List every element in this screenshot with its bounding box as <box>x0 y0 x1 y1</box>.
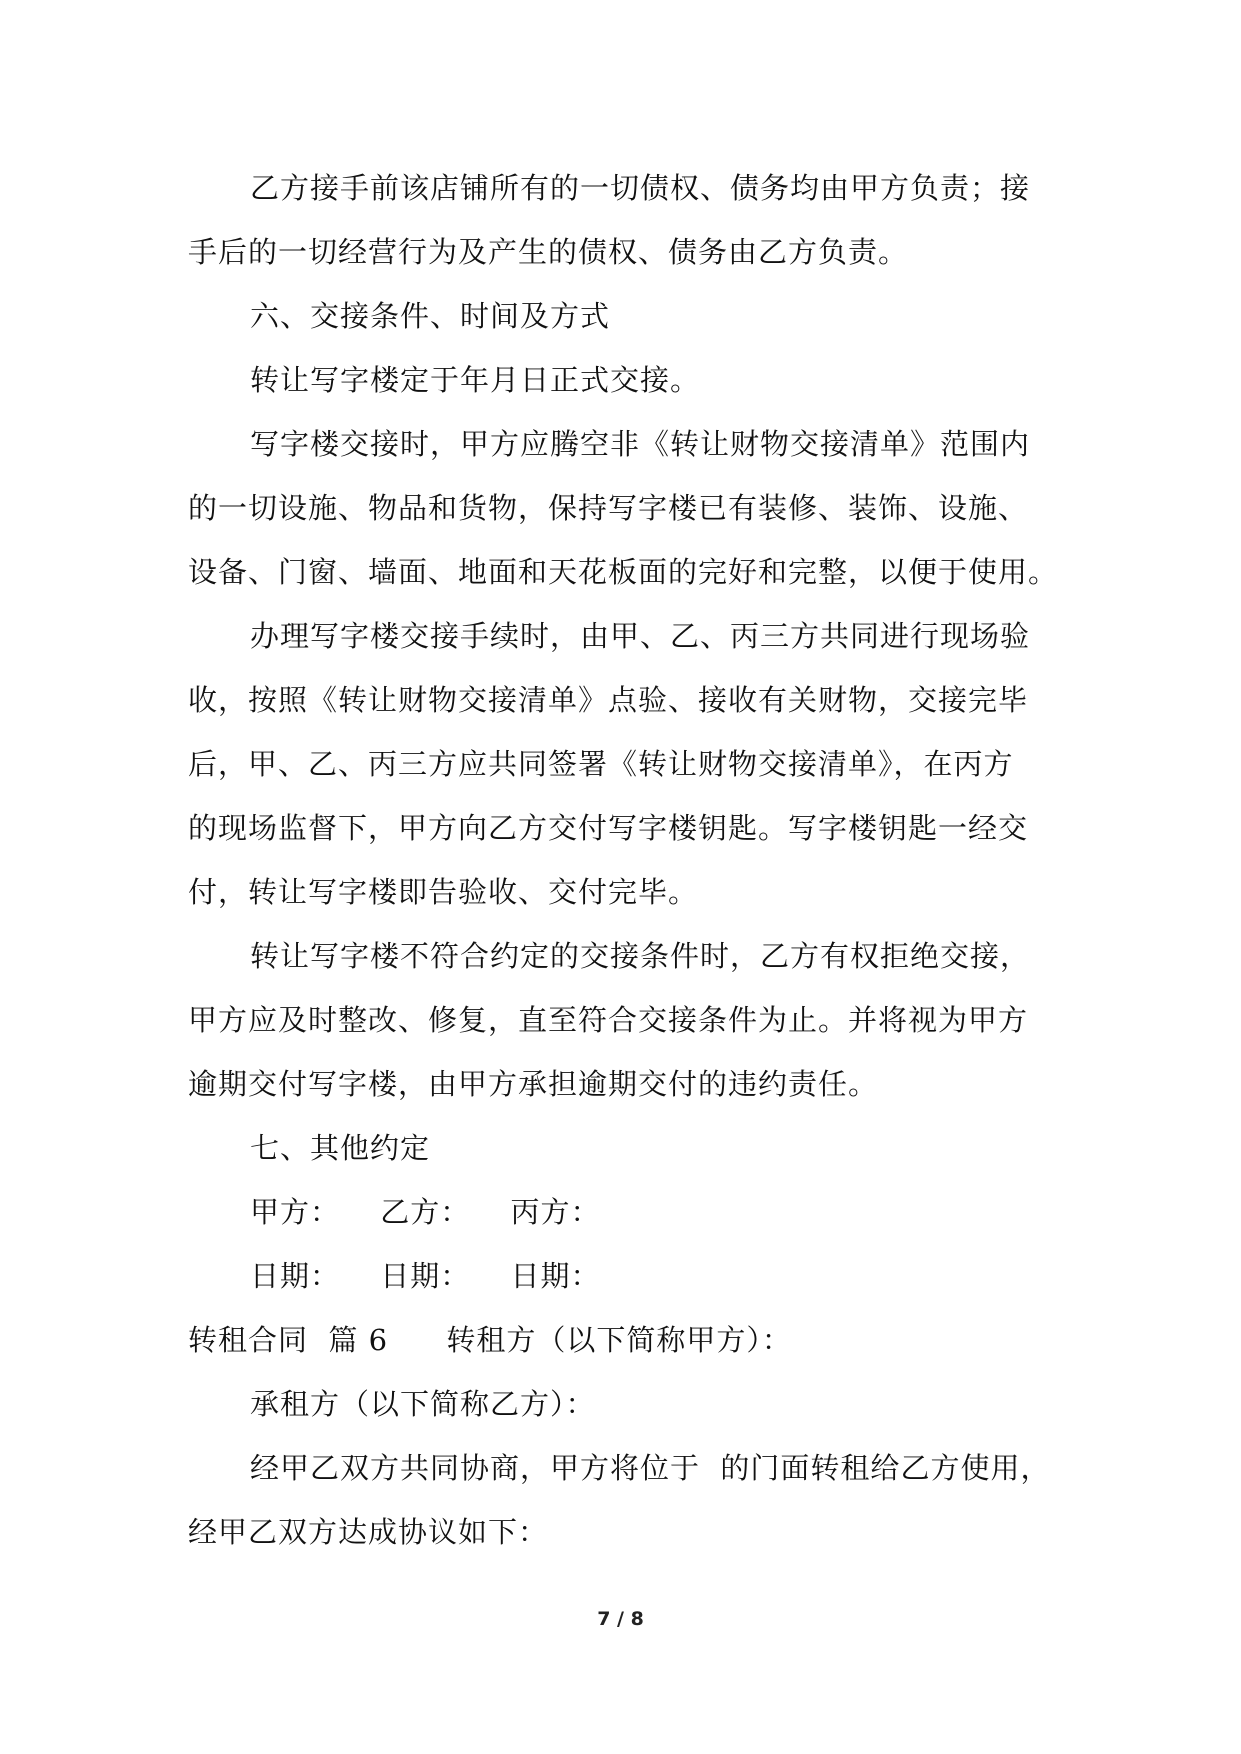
paragraph-line: 的现场监督下，甲方向乙方交付写字楼钥匙。写字楼钥匙一经交 <box>188 811 1029 845</box>
paragraph-line: 转让写字楼不符合约定的交接条件时，乙方有权拒绝交接， <box>250 939 1031 973</box>
page-number: 7 / 8 <box>597 1608 644 1630</box>
section-heading: 六、交接条件、时间及方式 <box>250 299 611 333</box>
contract-section-title: 转租合同 篇 6 <box>188 1323 389 1357</box>
paragraph-line: 的一切设施、物品和货物，保持写字楼已有装修、装饰、设施、 <box>188 491 1029 525</box>
document-body <box>188 156 1068 1564</box>
agreement-line: 经甲乙双方共同协商，甲方将位于 的门面转租给乙方使用， <box>250 1451 1051 1485</box>
party-b-label: 乙方： <box>380 1195 471 1229</box>
party-a-date-label: 日期： <box>250 1259 341 1293</box>
party-c-label: 丙方： <box>510 1195 601 1229</box>
paragraph-line: 乙方接手前该店铺所有的一切债权、债务均由甲方负责；接 <box>250 171 1031 205</box>
paragraph-line: 转让写字楼定于年月日正式交接。 <box>250 363 701 397</box>
paragraph-line: 付，转让写字楼即告验收、交付完毕。 <box>188 875 699 909</box>
paragraph-line: 甲方应及时整改、修复，直至符合交接条件为止。并将视为甲方 <box>188 1003 1029 1037</box>
paragraph-line: 收，按照《转让财物交接清单》点验、接收有关财物，交接完毕 <box>188 683 1029 717</box>
lessee-label: 承租方（以下简称乙方）： <box>250 1387 596 1421</box>
party-c-date-label: 日期： <box>510 1259 601 1293</box>
paragraph-line: 手后的一切经营行为及产生的债权、债务由乙方负责。 <box>188 235 909 269</box>
agreement-line: 经甲乙双方达成协议如下： <box>188 1515 549 1549</box>
paragraph-line: 逾期交付写字楼，由甲方承担逾期交付的违约责任。 <box>188 1067 879 1101</box>
paragraph-line: 设备、门窗、墙面、地面和天花板面的完好和完整，以便于使用。 <box>188 555 1059 589</box>
party-a-label: 甲方： <box>250 1195 341 1229</box>
paragraph-line: 后，甲、乙、丙三方应共同签署《转让财物交接清单》，在丙方 <box>188 747 1014 781</box>
contract-section-row <box>188 1308 1068 1372</box>
signature-parties-row <box>188 1180 1068 1244</box>
signature-dates-row <box>188 1244 1068 1308</box>
sublessor-label: 转租方（以下简称甲方）： <box>446 1323 792 1357</box>
paragraph-line: 办理写字楼交接手续时，由甲、乙、丙三方共同进行现场验 <box>250 619 1031 653</box>
paragraph-line: 写字楼交接时，甲方应腾空非《转让财物交接清单》范围内 <box>250 427 1031 461</box>
section-heading: 七、其他约定 <box>250 1131 431 1165</box>
party-b-date-label: 日期： <box>380 1259 471 1293</box>
